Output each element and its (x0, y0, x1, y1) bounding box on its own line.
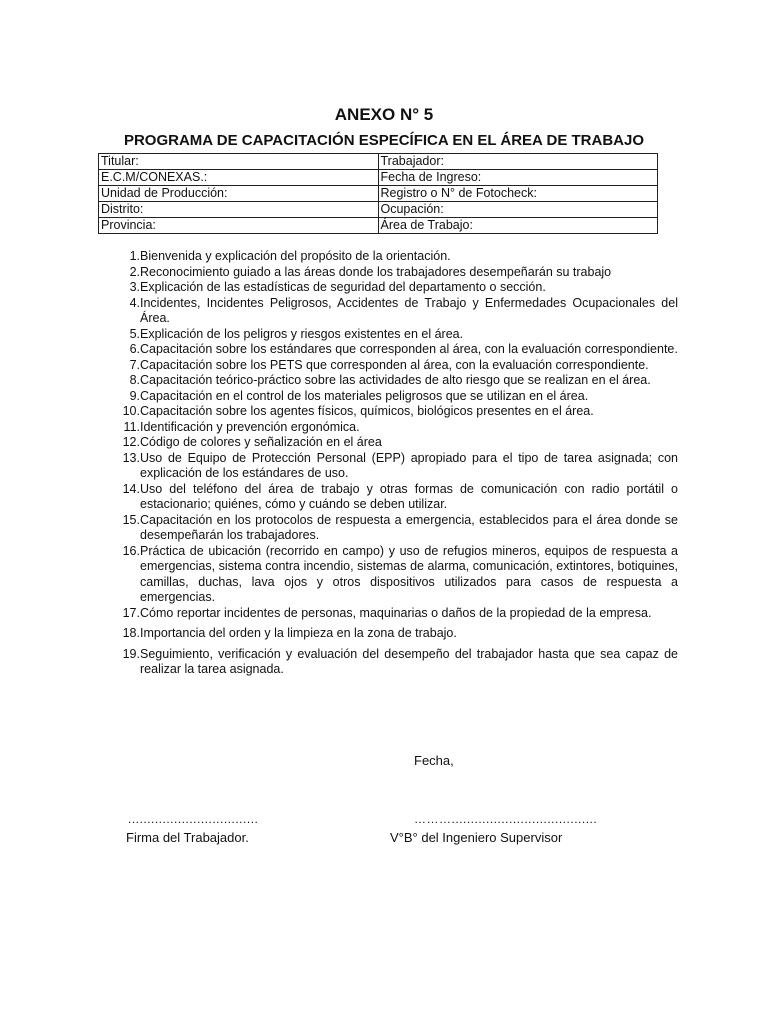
document-title: ANEXO N° 5 (334, 105, 434, 124)
worker-signature-label: Firma del Trabajador. (126, 830, 249, 845)
table-row (99, 170, 658, 186)
list-item: 14. Uso del teléfono del área de trabajo y otras formas de comunicación con radio portátil o estacionario; quiénes, cómo y cuándo se deben utilizar. (122, 481, 678, 511)
unidad-cell: Unidad de Producción: (99, 186, 379, 202)
list-item: 12. Código de colores y señalización en el área (122, 435, 382, 449)
list-item: 17. Cómo reportar incidentes de personas, maquinarias o daños de la propiedad de la empresa. (122, 605, 652, 620)
list-item: 13. Uso de Equipo de Protección Personal (EPP) apropiado para el tipo de tarea asignada; con explicación de los estándares de uso. (122, 450, 678, 480)
list-item: 2. Reconocimiento guiado a las áreas donde los trabajadores desempeñarán su trabajo (129, 264, 612, 279)
trabajador-cell: Trabajador: (378, 154, 658, 170)
list-item: 7. Capacitación sobre los PETS que corresponden al área, con la evaluación correspondiente. (129, 357, 649, 372)
ocupacion-cell: Ocupación: (378, 202, 658, 218)
list-item: 9. Capacitación en el control de los materiales peligrosos que se utilizan en el área. (129, 388, 589, 403)
table-row (99, 186, 658, 202)
fecha-ingreso-cell: Fecha de Ingreso: (378, 170, 658, 186)
provincia-cell: Provincia: (99, 218, 379, 234)
list-item: 11. Identificación y prevención ergonómica. (123, 419, 360, 434)
list-item: 6. Capacitación sobre los estándares que corresponden al área, con la evaluación correspondiente. (129, 342, 678, 356)
supervisor-signature-line: ………...................................... (414, 812, 598, 826)
fecha-label: Fecha, (414, 753, 454, 768)
list-item: 10. Capacitación sobre los agentes físicos, químicos, biológicos presentes en el área. (122, 404, 594, 418)
training-items-list (98, 249, 678, 678)
titular-cell: Titular: (99, 154, 379, 170)
list-item: 4. Incidentes, Incidentes Peligrosos, Accidentes de Trabajo y Enfermedades Ocupacionales del Área. (129, 295, 678, 325)
document-subtitle: PROGRAMA DE CAPACITACIÓN ESPECÍFICA EN EL ÁREA DE TRABAJO (123, 132, 645, 149)
worker-signature-line: .................................. (128, 812, 259, 826)
list-item: 3. Explicación de las estadísticas de seguridad del departamento o sección. (129, 280, 546, 294)
list-item: 19. Seguimiento, verificación y evaluación del desempeño del trabajador hasta que sea capaz de realizar la tarea asignada. (122, 646, 678, 676)
table-row (99, 218, 658, 234)
list-item: 18. Importancia del orden y la limpieza en la zona de trabajo. (122, 626, 457, 640)
table-row (99, 202, 658, 218)
list-item: 8. Capacitación teórico-práctico sobre las actividades de alto riesgo que se realizan en el área. (129, 373, 651, 387)
info-table (98, 153, 658, 234)
distrito-cell: Distrito: (99, 202, 379, 218)
list-item: 5. Explicación de los peligros y riesgos existentes en el área. (129, 326, 464, 341)
list-item: 1. Bienvenida y explicación del propósito de la orientación. (129, 249, 451, 263)
table-row (99, 154, 658, 170)
supervisor-signature-label: V°B° del Ingeniero Supervisor (390, 830, 563, 845)
area-trabajo-cell: Área de Trabajo: (378, 218, 658, 234)
ecm-cell: E.C.M/CONEXAS.: (99, 170, 379, 186)
list-item: 15. Capacitación en los protocolos de respuesta a emergencia, establecidos para el área donde se desempeñarán los trabajadores. (122, 512, 678, 542)
list-item: 16. Práctica de ubicación (recorrido en campo) y uso de refugios mineros, equipos de respuesta a emergencias, sistema contra incendio, sistemas de alarma, comunicación, extintores, botiquines, camillas, duchas, lava ojos y otros dispositivos utilizados para casos de respuesta a emergencias. (122, 543, 678, 604)
registro-cell: Registro o N° de Fotocheck: (378, 186, 658, 202)
